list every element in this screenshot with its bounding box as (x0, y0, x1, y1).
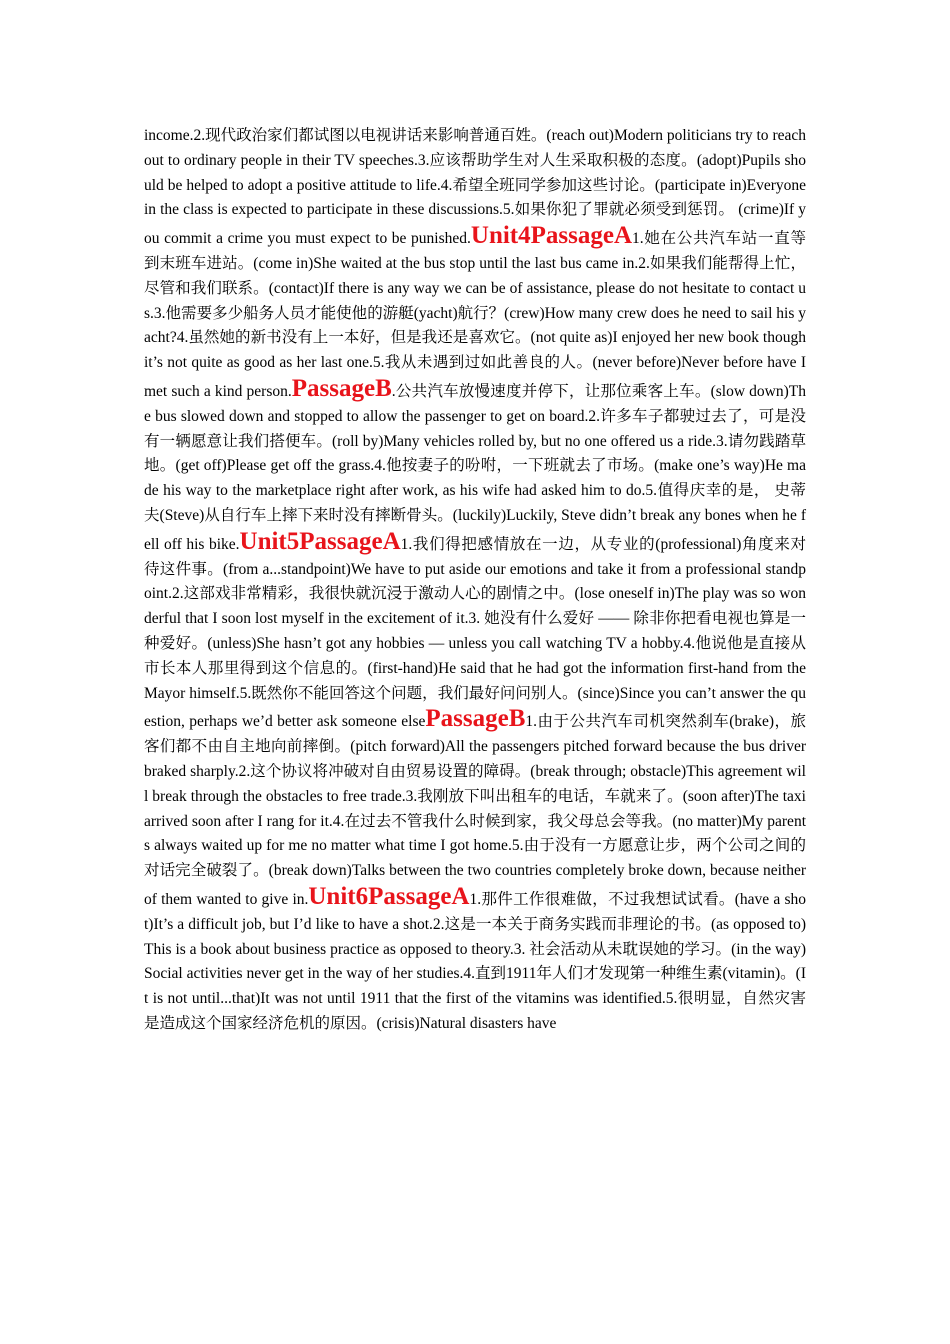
body-text: .公共汽车放慢速度并停下，让那位乘客上车。(slow down)The bus slowed down and stopped to allow the passenger to get on board.2.许多车子都驶过去了，可是没有一辆愿意让我们搭便车。(roll by)Many vehicles rolled by, but no one offered us a ride.3.请勿践踏草地。(get off)Please get off the grass.4.他按妻子的吩咐，一下班就去了市场。(make one’s way)He made his way to the marketplace right after work, as his wife had asked him to do.5.值得庆幸的是， 史蒂夫(Steve)从自行车上摔下来时没有摔断骨头。(luckily)Luckily, Steve didn’t break any bones when he fell off his bike. (144, 382, 806, 553)
section-heading-unit6-passage-a: Unit6PassageA (308, 882, 470, 910)
body-text: income.2.现代政治家们都试图以电视讲话来影响普通百姓。(reach out)Modern politicians try to reach out to ordinary people in their TV speeches.3.应该帮助学生对人生采取积极的态度。(adopt)Pupils should be helped to adopt a positive attitude to life.4.希望全班同学参加这些讨论。(participate in)Everyone in the class is expected to participate in these discussions.5.如果你犯了罪就必须受到惩罚。 (crime)If you commit a crime you must expect to be punished. (144, 127, 806, 248)
section-heading-unit4-passage-a: Unit4PassageA (470, 222, 632, 250)
section-heading-unit5-passage-a: Unit5PassageA (239, 527, 401, 555)
body-text: 1.我们得把感情放在一边，从专业的(professional)角度来对待这件事。(from a...standpoint)We have to put aside our emotions and take it from a professional standpoint.2.这部戏非常精彩，我很快就沉浸于激动人心的剧情之中。(lose oneself in)The play was so wonderful that I soon lost myself in the excitement of it.3. 她没有什么爱好 —— 除非你把看电视也算是一种爱好。(unless)She hasn’t got any hobbies — unless you call watching TV a hobby.4.他说他是直接从市长本人那里得到这个信息的。(first-hand)He said that he had got the information first-hand from the Mayor himself.5.既然你不能回答这个问题，我们最好问问别人。(since)Since you can’t answer the question, perhaps we’d better ask someone else (144, 535, 806, 731)
body-text: 1.她在公共汽车站一直等到末班车进站。(come in)She waited at the bus stop until the last bus came in.2.如果我们能帮得上忙，尽管和我们联系。(contact)If there is any way we can be of assistance, please do not hesitate to contact us.3.他需要多少船务人员才能使他的游艇(yacht)航行？(crew)How many crew does he need to sail his yacht?4.虽然她的新书没有上一本好，但是我还是喜欢它。(not quite as)I enjoyed her new book though it’s not quite as good as her last one.5.我从未遇到过如此善良的人。(never before)Never before have I met such a kind person. (144, 230, 806, 400)
section-heading-passage-b: PassageB (291, 374, 392, 402)
body-text: 1.那件工作很难做，不过我想试试看。(have a shot)It’s a difficult job, but I’d like to have a shot.2.这是一本关于商务实践而非理论的书。(as opposed to)This is a book about business practice as opposed to theory.3. 社会活动从未耽误她的学习。(in the way)Social activities never get in the way of her studies.4.直到1911年人们才发现第一种维生素(vitamin)。(It is not until...that)It was not until 1911 that the first of the vitamins was identified.5.很明显，自然灾害是造成这个国家经济危机的原因。(crisis)Natural disasters have (144, 890, 806, 1032)
body-text: 1.由于公共汽车司机突然刹车(brake)，旅客们都不由自主地向前摔倒。(pitch forward)All the passengers pitched forward because the bus driver braked sharply.2.这个协议将冲破对自由贸易设置的障碍。(break through; obstacle)This agreement will break through the obstacles to free trade.3.我刚放下叫出租车的电话，车就来了。(soon after)The taxi arrived soon after I rang for it.4.在过去不管我什么时候到家，我父母总会等我。(no matter)My parents always waited up for me no matter what time I got home.5.由于没有一方愿意让步，两个公司之间的对话完全破裂了。(break down)Talks between the two countries completely broke down, because neither of them wanted to give in. (144, 713, 807, 908)
document-paragraph (144, 124, 806, 1037)
document-body (144, 124, 806, 1037)
section-heading-passage-b: PassageB (425, 705, 526, 733)
